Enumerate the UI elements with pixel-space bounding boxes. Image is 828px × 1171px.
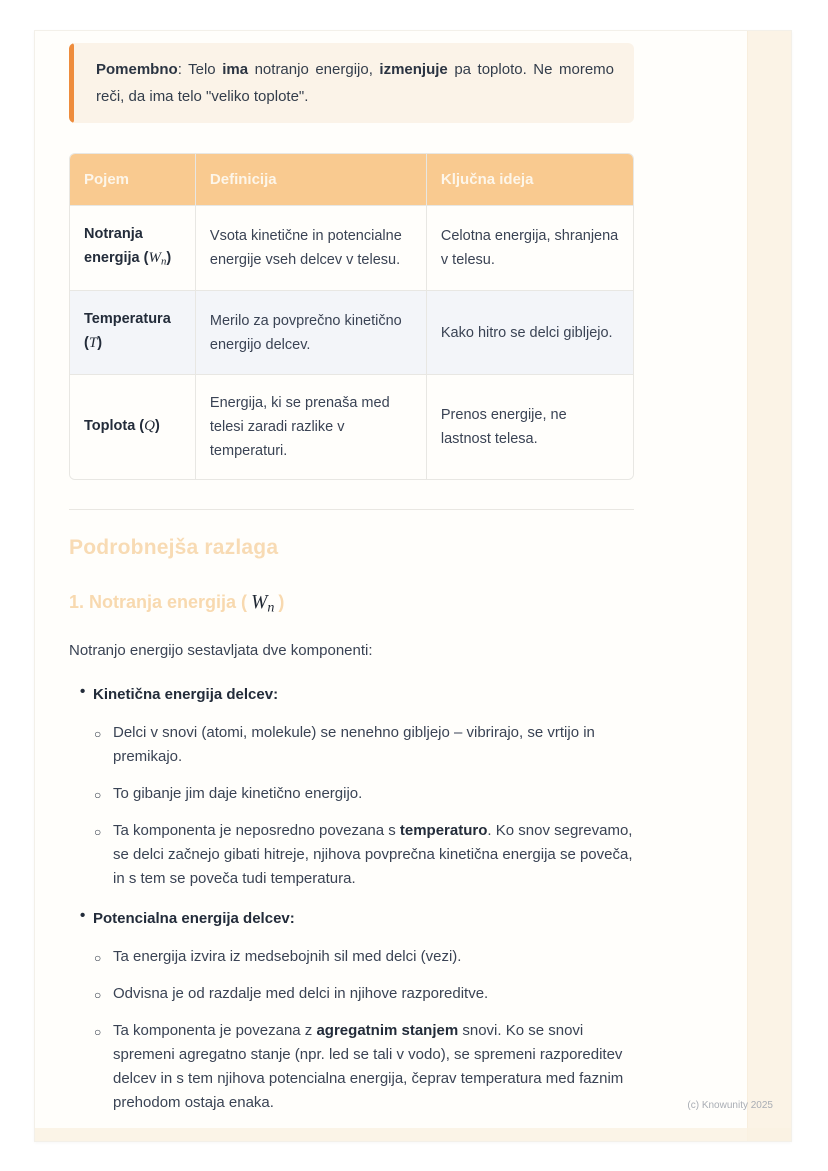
document-content (35, 31, 634, 1115)
intro-paragraph: Notranjo energijo sestavljata dve komponenti: (69, 641, 373, 659)
definitions-table (69, 153, 634, 480)
circle-bullet-icon: ○ (94, 824, 102, 839)
callout-bold-izmenjuje: izmenjuje (379, 61, 448, 78)
math-symbol: $W_n$ (148, 250, 167, 268)
section-heading: Podrobnejša razlaga (69, 536, 279, 560)
term-cell: Temperatura (T) (70, 290, 195, 375)
callout-bold-pomembno: Pomembno (96, 61, 178, 78)
list-item-potential (69, 907, 634, 1115)
list-item: ○ Ta komponenta je povezana z agregatnim stanjem snovi. Ko se snovi spremeni agregatno stanje (npr. led se tali v vodo), se spremeni razporeditev delcev in s tem njihova potencialna energija, čeprav temperatura med faznim prehodom ostaja enaka. (94, 1021, 624, 1111)
components-list (69, 683, 634, 1115)
list-item-title: Kinetična energija delcev: (93, 685, 279, 703)
copyright-watermark: (c) Knowunity 2025 (687, 1100, 773, 1111)
column-header-definicija: Definicija (195, 154, 426, 205)
page-edge-decoration-bottom (35, 1128, 791, 1141)
definition-cell: Vsota kinetične in potencialne energije vseh delcev v telesu. (195, 205, 426, 290)
list-item: ○ Delci v snovi (atomi, molekule) se nenehno gibljejo – vibrirajo, se vrtijo in premikajo. (94, 723, 595, 765)
circle-bullet-icon: ○ (94, 987, 102, 1002)
term-cell: Toplota (Q) (70, 374, 195, 479)
math-symbol: Q (144, 417, 155, 434)
circle-bullet-icon: ○ (94, 950, 102, 965)
callout-bold-ima: ima (222, 61, 249, 78)
table-row (70, 374, 633, 479)
bullet-icon: • (80, 682, 86, 700)
list-item-kinetic (69, 683, 634, 891)
key-idea-cell: Celotna energija, shranjena v telesu. (426, 205, 633, 290)
circle-bullet-icon: ○ (94, 1024, 102, 1039)
table-header-row (70, 154, 633, 205)
important-callout (69, 43, 634, 123)
key-idea-cell: Kako hitro se delci gibljejo. (426, 290, 633, 375)
list-item: ○ Ta energija izvira iz medsebojnih sil med delci (vezi). (93, 945, 634, 969)
document-page (34, 30, 792, 1142)
math-symbol: T (88, 334, 98, 351)
bullet-icon: • (80, 906, 86, 924)
list-item: ○ Odvisna je od razdalje med delci in njihove razporeditve. (93, 982, 634, 1006)
subsection-heading: 1. Notranja energija ( $W_n$ ) (69, 592, 285, 616)
table-row (70, 205, 633, 290)
circle-bullet-icon: ○ (94, 726, 102, 741)
definition-cell: Energija, ki se prenaša med telesi zaradi razlike v temperaturi. (195, 374, 426, 479)
section-divider (69, 509, 634, 510)
callout-text: Pomembno: Telo ima notranjo energijo, izmenjuje pa toploto. Ne moremo reči, da ima telo "veliko toplote". (96, 61, 615, 105)
definition-cell: Merilo za povprečno kinetično energijo delcev. (195, 290, 426, 375)
page-edge-decoration-right (747, 31, 791, 1141)
table-row (70, 290, 633, 375)
list-item: ○ To gibanje jim daje kinetično energijo. (93, 782, 634, 806)
list-item-title: Potencialna energija delcev: (93, 909, 295, 927)
potential-sublist (93, 945, 634, 1115)
column-header-pojem: Pojem (70, 154, 195, 205)
kinetic-sublist (93, 721, 634, 891)
circle-bullet-icon: ○ (94, 787, 102, 802)
list-item: ○ Ta komponenta je neposredno povezana s temperaturo. Ko snov segrevamo, se delci začnejo gibati hitreje, njihova povprečna kinetična energija se poveča, in s tem se poveča tudi temperatura. (94, 821, 633, 887)
column-header-kljucna-ideja: Ključna ideja (426, 154, 633, 205)
term-cell: Notranja energija $(W_n)$ (70, 205, 195, 290)
key-idea-cell: Prenos energije, ne lastnost telesa. (426, 374, 633, 479)
math-symbol: $W_n$ (251, 592, 275, 616)
